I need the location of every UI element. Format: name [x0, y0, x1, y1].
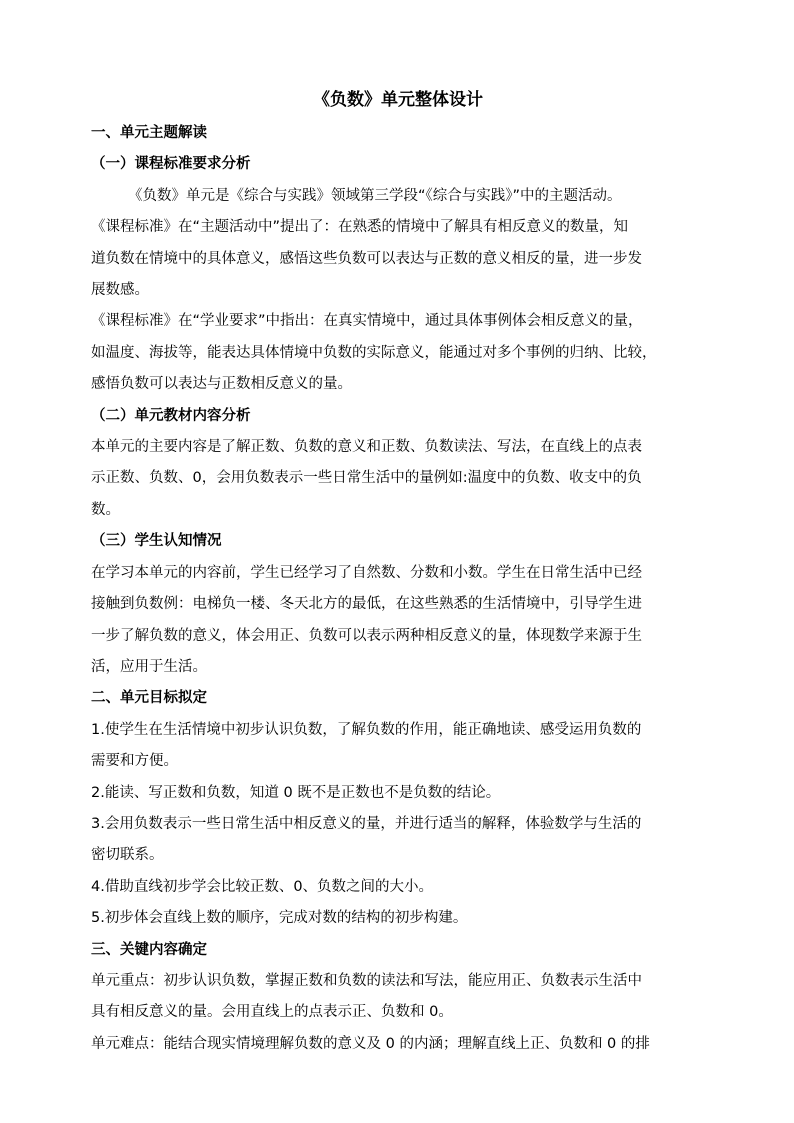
paragraph-line: 数。 [91, 501, 120, 518]
subsection-heading: （一）课程标准要求分析 [91, 156, 251, 173]
paragraph-line: 2.能读、写正数和负数，知道 0 既不是正数也不是负数的结论。 [91, 784, 501, 801]
document-title: 《负数》单元整体设计 [313, 90, 483, 110]
paragraph-line: 展数感。 [91, 282, 149, 299]
section-heading: 二、单元目标拟定 [91, 690, 207, 707]
paragraph-line: 单元难点：能结合现实情境理解负数的意义及 0 的内涵；理解直线上正、负数和 0 的排 [91, 1035, 650, 1052]
subsection-heading: （二）单元教材内容分析 [91, 407, 251, 424]
section-heading: 三、关键内容确定 [91, 941, 207, 958]
paragraph-line: 《课程标准》在“学业要求”中指出：在真实情境中，通过具体事例体会相反意义的量， [91, 313, 643, 330]
paragraph-line: 需要和方便。 [91, 753, 178, 770]
paragraph-line: 本单元的主要内容是了解正数、负数的意义和正数、负数读法、写法，在直线上的点表 [91, 439, 642, 456]
document-body [91, 118, 705, 1060]
paragraph-line: 道负数在情境中的具体意义，感悟这些负数可以表达与正数的意义相反的量，进一步发 [91, 250, 642, 267]
document-content [91, 86, 705, 1060]
paragraph-line: 接触到负数例：电梯负一楼、冬天北方的最低，在这些熟悉的生活情境中，引导学生进 [91, 596, 642, 613]
paragraph-line: 3.会用负数表示一些日常生活中相反意义的量，并进行适当的解释，体验数学与生活的 [91, 815, 642, 832]
paragraph-line: 如温度、海拔等，能表达具体情境中负数的实际意义，能通过对多个事例的归纳、比较， [91, 344, 657, 361]
paragraph-line: 在学习本单元的内容前，学生已经学习了自然数、分数和小数。学生在日常生活中已经 [91, 564, 642, 581]
paragraph-line: 一步了解负数的意义，体会用正、负数可以表示两种相反意义的量，体现数学来源于生 [91, 627, 642, 644]
paragraph-line: 密切联系。 [91, 847, 164, 864]
subsection-heading: （三）学生认知情况 [91, 533, 222, 550]
paragraph-line: 单元重点：初步认识负数，掌握正数和负数的读法和写法，能应用正、负数表示生活中 [91, 972, 642, 989]
paragraph-line: 《负数》单元是《综合与实践》领域第三学段“《综合与实践》”中的主题活动。 [128, 187, 622, 204]
section-heading: 一、单元主题解读 [91, 125, 207, 141]
paragraph-line: 示正数、负数、0，会用负数表示一些日常生活中的量例如:温度中的负数、收支中的负 [91, 470, 642, 487]
paragraph-line: 感悟负数可以表达与正数相反意义的量。 [91, 376, 352, 393]
paragraph-line: 4.借助直线初步学会比较正数、0、负数之间的大小。 [91, 878, 434, 895]
paragraph-line: 《课程标准》在“主题活动中”提出了：在熟悉的情境中了解具有相反意义的数量，知 [91, 219, 629, 236]
paragraph-line: 活，应用于生活。 [91, 658, 207, 675]
paragraph-line: 5.初步体会直线上数的顺序，完成对数的结构的初步构建。 [91, 910, 468, 927]
paragraph-line: 1.使学生在生活情境中初步认识负数，了解负数的作用，能正确地读、感受运用负数的 [91, 721, 642, 738]
paragraph-line: 具有相反意义的量。会用直线上的点表示正、负数和 0。 [91, 1004, 453, 1021]
